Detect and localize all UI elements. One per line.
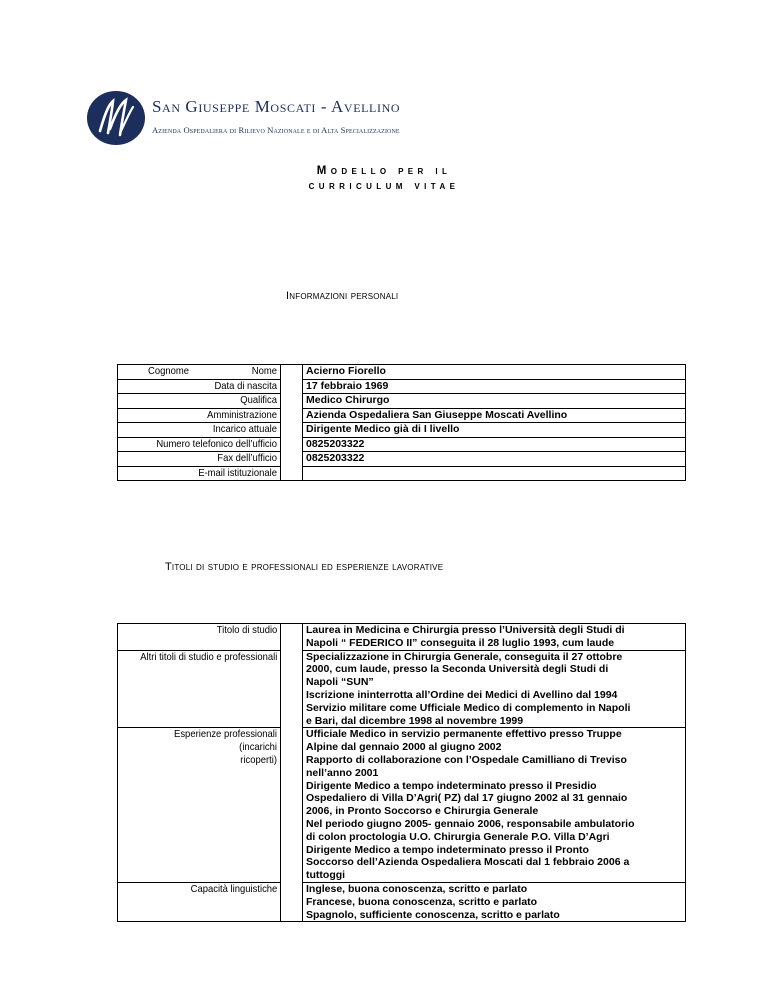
- value-email: [303, 466, 686, 481]
- label-qualifica: Qualifica: [240, 394, 277, 406]
- table-row: [118, 882, 686, 921]
- text-line: Ospedaliero di Villa D’Agri( PZ) dal 17 giugno 2002 al 31 gennaio: [306, 792, 628, 805]
- text-line: Napoli “ FEDERICO II” conseguita il 28 luglio 1993, cum laude: [306, 636, 615, 649]
- value-altri-titoli: [303, 650, 686, 728]
- label-telefono: Numero telefonico dell’ufficio: [156, 437, 277, 450]
- text-line: 2006, in Pronto Soccorso e Chirurgia Generale: [306, 805, 539, 818]
- label-lingue: Capacità linguistiche: [190, 882, 277, 895]
- section-heading-personal: Informazioni personali: [286, 290, 399, 302]
- text-line: Spagnolo, sufficiente conoscenza, scritto e parlato: [306, 908, 560, 921]
- hospital-logo: [86, 89, 426, 149]
- label-cognome: Cognome: [148, 365, 189, 377]
- label-data-nascita: Data di nascita: [214, 379, 277, 392]
- table-row: [118, 423, 686, 438]
- table-row: [118, 452, 686, 467]
- text-line: Specializzazione in Chirurgia Generale, conseguita il 27 ottobre: [306, 650, 623, 663]
- text-line: Rapporto di collaborazione con l’Ospedale Camilliano di Treviso: [306, 753, 627, 766]
- value-amministrazione: Azienda Ospedaliera San Giuseppe Moscati Avellino: [303, 408, 686, 423]
- value-qualifica: Medico Chirurgo: [303, 394, 686, 409]
- text-line: Soccorso dell’Azienda Ospedaliera Moscati dal 1 febbraio 2006 a: [306, 856, 630, 869]
- text-line: Iscrizione ininterrotta all’Ordine dei Medici di Avellino dal 1994: [306, 688, 618, 701]
- label-amministrazione: Amministrazione: [207, 408, 277, 421]
- label-titolo-studio: Titolo di studio: [216, 624, 277, 636]
- text-line: 2000, cum laude, presso la Seconda Università degli Studi di: [306, 663, 609, 676]
- table-row: [118, 408, 686, 423]
- section-heading-titoli: Titoli di studio e professionali ed esperienze lavorative: [165, 561, 444, 573]
- text-line: di colon proctologia U.O. Chirurgia Generale P.O. Villa D’Agri: [306, 830, 610, 843]
- text-line: Francese, buona conoscenza, scritto e parlato: [306, 895, 538, 908]
- value-telefono: 0825203322: [303, 437, 686, 452]
- table-row: [118, 437, 686, 452]
- text-line: Inglese, buona conoscenza, scritto e parlato: [306, 882, 528, 895]
- value-incarico: Dirigente Medico già di I livello: [303, 423, 686, 438]
- hospital-name: San Giuseppe Moscati - Avellino: [152, 97, 401, 116]
- personal-info-table: [117, 364, 686, 481]
- document-title: Modello per il: [316, 165, 452, 177]
- table-row: [118, 466, 686, 481]
- text-line: e Bari, dal dicembre 1998 al novembre 1999: [306, 714, 524, 727]
- value-fax: 0825203322: [303, 452, 686, 467]
- table-row: [118, 728, 686, 883]
- label-altri-titoli: Altri titoli di studio e professionali: [139, 650, 277, 663]
- table-row: [118, 394, 686, 409]
- label-incarico: Incarico attuale: [212, 423, 277, 435]
- text-line: Dirigente Medico a tempo indeterminato presso il Presidio: [306, 779, 597, 792]
- moscati-emblem-icon: [86, 89, 146, 147]
- education-experience-table: [117, 623, 686, 922]
- text-line: Ufficiale Medico in servizio permanente effettivo presso Truppe: [306, 728, 622, 741]
- text-line: nell’anno 2001: [306, 766, 379, 779]
- text-line: tuttoggi: [306, 869, 346, 882]
- table-row: [118, 650, 686, 728]
- label-nome: Nome: [251, 365, 277, 377]
- text-line: Alpine dal gennaio 2000 al giugno 2002: [306, 741, 502, 754]
- label-email: E-mail istituzionale: [198, 466, 277, 479]
- text-line: Napoli “SUN”: [306, 676, 374, 689]
- label-fax: Fax dell’ufficio: [217, 452, 277, 464]
- document-subtitle: curriculum vitae: [308, 180, 460, 192]
- value-esperienze: [303, 728, 686, 883]
- table-row: [118, 624, 686, 651]
- value-data-nascita: 17 febbraio 1969: [303, 379, 686, 394]
- label-esperienze: Esperienze professionali (incarichi ricoperti): [174, 728, 277, 767]
- value-lingue: [303, 882, 686, 921]
- text-line: Dirigente Medico a tempo indeterminato presso il Pronto: [306, 843, 589, 856]
- text-line: Laurea in Medicina e Chirurgia presso l’Università degli Studi di: [306, 624, 625, 636]
- table-row: [118, 365, 686, 380]
- table-row: [118, 379, 686, 394]
- text-line: Servizio militare come Ufficiale Medico di complemento in Napoli: [306, 701, 631, 714]
- value-nome-cognome: Acierno Fiorello: [303, 365, 686, 380]
- value-titolo-studio: [303, 624, 686, 651]
- text-line: Nel periodo giugno 2005- gennaio 2006, responsabile ambulatorio: [306, 817, 635, 830]
- hospital-subtitle: Azienda Ospedaliera di Rilievo Nazionale e di Alta Specializzazione: [152, 125, 400, 135]
